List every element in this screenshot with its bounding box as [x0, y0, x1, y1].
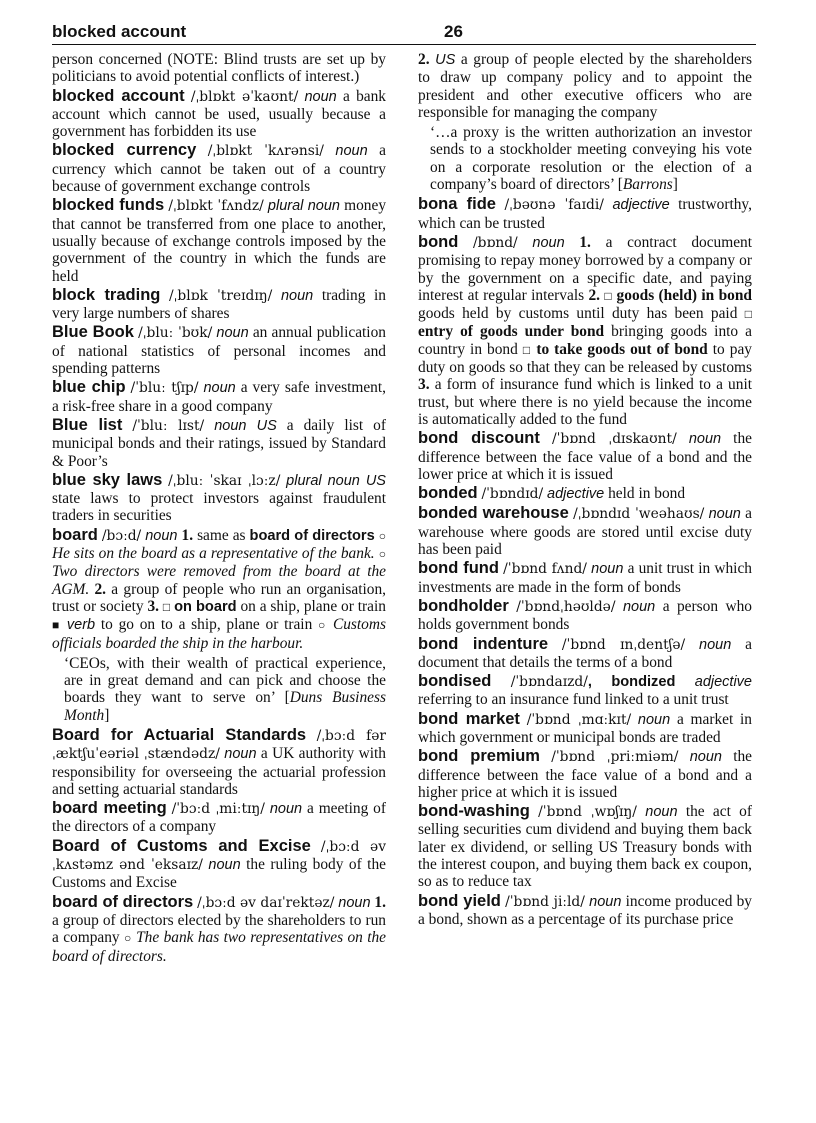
example: Two directors were removed from the board at the AGM. [52, 563, 386, 598]
phrase: to take goods out of bond [536, 340, 708, 358]
part-of-speech: noun [269, 801, 303, 818]
definition: a person who holds government bonds [418, 597, 752, 634]
definition: to go on to a ship, plane or train [100, 616, 313, 634]
entry-board-customs-excise [52, 838, 386, 892]
headword: board meeting [52, 799, 167, 818]
entry-blocked-account [52, 88, 386, 141]
part-of-speech: adjective [612, 197, 670, 214]
definition: the difference between the face value of a bond and the lower price at which it is issued [418, 430, 752, 483]
definition: a contract document promising to repay money borrowed by a company or by the government on a specific date, and paying interest at regular intervals [418, 233, 753, 304]
part-of-speech: noun [208, 857, 241, 874]
pronunciation: /ˈbɒndaɪzd/ [510, 674, 588, 691]
definition: trustworthy, which can be trusted [418, 196, 752, 232]
left-column [52, 51, 386, 965]
definition: a bank account which cannot be used, usually because a government has forbidden its use [52, 87, 386, 141]
pronunciation: /ˌbɔːd əv ˌkʌstəmz ənd ˈeksaɪz/ [52, 838, 386, 874]
definition: a UK authority with responsibility for overseeing the actuarial profession and setting actuarial standards [52, 745, 386, 798]
headword: blocked currency [52, 141, 197, 160]
part-of-speech: noun [280, 287, 314, 304]
part-of-speech: noun [622, 598, 656, 615]
entry-bond-premium [418, 748, 752, 801]
phrase-marker-icon: □ [522, 342, 532, 357]
part-of-speech: noun [688, 431, 722, 448]
entry-board-actuarial-standards [52, 727, 386, 798]
definition: referring to an insurance fund linked to a unit trust [418, 691, 729, 709]
part-of-speech: noun [708, 506, 741, 523]
definition: a group of directors elected by the shareholders to run a company [52, 911, 386, 947]
part-of-speech: adjective [694, 674, 752, 691]
definition: a document that details the terms of a bond [418, 635, 752, 671]
headword: bonded warehouse [418, 504, 569, 523]
pronunciation: /ˌbluː ˈbʊk/ [138, 325, 213, 342]
part-of-speech: noun [224, 746, 257, 763]
running-header [52, 22, 756, 45]
citation-quote: ‘CEOs, with their wealth of practical experience, are in great demand and can pick and choose the boards they want to serve on’ [Duns Business Month] [64, 654, 386, 724]
phrase: goods (held) in bond [616, 286, 752, 304]
entry-board-meeting [52, 800, 386, 836]
pronunciation: /ˌbəʊnə ˈfaɪdi/ [504, 197, 604, 214]
example: He sits on the board as a representative of the bank. [52, 545, 375, 563]
phrase: entry of goods under bond [418, 323, 605, 341]
part-of-speech: plural noun US [286, 472, 386, 489]
entry-bond-yield [418, 893, 752, 929]
headword: Blue list [52, 415, 123, 434]
entry-bond-market [418, 711, 752, 747]
example: The bank has two representatives on the board of directors. [52, 929, 386, 965]
entry-bonded [418, 485, 752, 503]
headword: Board of Customs and Excise [52, 836, 311, 855]
definition: state laws to protect investors against fraudulent traders in securities [52, 490, 386, 525]
definition: money that cannot be transferred from one place to another, usually because of exchange controls imposed by the government of the country in which the funds are held [52, 197, 387, 285]
entry-blocked-funds [52, 197, 386, 284]
sense-number: 2. [418, 51, 430, 68]
part-of-speech: noun [335, 143, 368, 160]
definition: trading in very large numbers of shares [52, 286, 387, 323]
pronunciation: /ˈbɒnd ˌpriːmiəm/ [551, 749, 679, 766]
headword: blue chip [52, 378, 126, 397]
phrase-marker-icon: □ [604, 288, 613, 303]
entry-bond-fund [418, 560, 752, 596]
pronunciation: /ˌblɒk ˈtreɪdɪŋ/ [168, 287, 273, 304]
pronunciation: /ˈbɒndˌhəʊldə/ [516, 598, 616, 615]
phrase: on board [174, 598, 237, 615]
entry-blocked-currency [52, 142, 386, 195]
citation-quote: ‘…a proxy is the written authorization an investor sends to a stockholder meeting conveying his vote on a corporate resolution or the election of a company’s board of directors’ [Barrons] [430, 124, 752, 194]
definition: the act of selling securities cum dividend and buying them back later ex dividend, or selling US Treasury bonds with the interest coupon, and buying them back ex coupon, so as to reduce tax [418, 803, 752, 891]
entry-blue-sky-laws [52, 472, 386, 525]
entry-blue-list [52, 417, 386, 470]
sense-number: 1. [374, 893, 386, 911]
entry-bondised: bondised /ˈbɒndaɪzd/, bondized adjective referring to an insurance fund linked to a unit trust [418, 672, 752, 709]
part-of-speech: noun [637, 711, 671, 728]
citation-source: Duns Business Month [64, 689, 386, 724]
pronunciation: /ˈbluː lɪst/ [132, 417, 205, 434]
part-of-speech: noun [216, 325, 249, 342]
entry-bondholder [418, 598, 752, 634]
definition: a market in which government or municipal bonds are traded [418, 710, 752, 746]
headword: bondholder [418, 596, 509, 615]
definition: a currency which cannot be taken out of a country because of government exchange controls [52, 142, 386, 196]
verb-marker-icon: ■ [52, 618, 62, 633]
citation-source: Barrons [622, 176, 673, 194]
example-marker-icon: ○ [123, 931, 132, 946]
headword: board [52, 525, 98, 544]
headword: bond discount [418, 429, 540, 448]
pronunciation: /ˌbɔːd əv daɪˈrektəz/ [197, 894, 335, 911]
continued-entry: person concerned (NOTE: Blind trusts are set up by politicians to avoid potential conflicts of interest.) [52, 51, 386, 86]
variant-spelling: bondized [611, 674, 676, 691]
part-of-speech: noun [203, 380, 236, 397]
pronunciation: /ˈbɒnd ˌdɪskaʊnt/ [551, 431, 677, 448]
headword: bondised [418, 672, 492, 691]
headword: bona fide [418, 195, 496, 214]
pronunciation: /ˈbɔːd ˌmiːtɪŋ/ [171, 801, 265, 818]
headword: bond yield [418, 891, 501, 910]
pronunciation: /ˌblɒkt ˈkʌrənsi/ [207, 143, 324, 160]
definition: a form of insurance fund which is linked to a unit trust, but where there is no yield because the income is automatically added to the fund [418, 376, 752, 428]
part-of-speech: adjective [547, 486, 605, 503]
pronunciation: /ˈbɒnd fʌnd/ [503, 561, 587, 578]
sense-number: 1. [181, 526, 194, 544]
part-of-speech: noun [699, 636, 732, 653]
cross-reference: board of directors [249, 527, 375, 544]
definition: held in bond [608, 485, 686, 503]
headword: bonded [418, 484, 478, 503]
pronunciation: /ˈbɒnd jiːld/ [505, 893, 585, 910]
phrase-marker-icon: □ [744, 307, 752, 322]
pronunciation: /ˈbluː tʃɪp/ [130, 380, 199, 397]
headword: blocked funds [52, 196, 165, 215]
sense-number: 3. [147, 597, 159, 615]
headword: Blue Book [52, 323, 134, 342]
headword: blue sky laws [52, 470, 163, 489]
part-of-speech: noun [645, 804, 678, 821]
definition: a warehouse where goods are stored until excise duty has been paid [418, 505, 753, 559]
entry-blue-chip [52, 379, 386, 415]
sense-number: 1. [579, 233, 591, 251]
part-of-speech: verb [66, 617, 96, 634]
guide-word: blocked account [52, 22, 187, 41]
pronunciation: /ˈbɒnd ˌmɑːkɪt/ [526, 711, 632, 728]
pronunciation: /ˈbɒnd ɪnˌdentʃə/ [561, 636, 686, 653]
entry-board [52, 527, 386, 724]
definition: bringing goods into a country in bond [418, 323, 752, 358]
pronunciation: /ˌbɒndɪd ˈweəhaʊs/ [573, 506, 705, 523]
definition: a unit trust in which investments are made in the form of bonds [418, 560, 752, 596]
entry-bond [418, 234, 752, 428]
entry-bond-discount [418, 430, 752, 483]
entry-block-trading [52, 287, 386, 323]
definition: the ruling body of the Customs and Excise [52, 856, 386, 892]
definition: a daily list of municipal bonds and their ratings, issued by Standard & Poor’s [52, 416, 386, 470]
example: Customs officials boarded the ship in the harbour. [52, 616, 386, 652]
headword: bond premium [418, 747, 540, 766]
page-number: 26 [444, 22, 463, 41]
pronunciation: /bɒnd/ [473, 234, 518, 251]
example-marker-icon: ○ [318, 618, 328, 633]
pronunciation: /ˌblɒkt ˈfʌndz/ [168, 198, 264, 215]
headword: bond indenture [418, 634, 549, 653]
part-of-speech: noun [304, 88, 337, 105]
headword: board of directors [52, 892, 194, 911]
pronunciation: /bɔːd/ [101, 527, 142, 544]
headword: bond fund [418, 559, 499, 578]
part-of-speech: noun [589, 893, 622, 910]
entry-bona-fide [418, 196, 752, 232]
headword: bond market [418, 709, 520, 728]
entry-bonded-warehouse [418, 505, 752, 558]
definition: income produced by a bond, shown as a percentage of its purchase price [418, 892, 752, 928]
headword: bond-washing [418, 802, 530, 821]
sense-number: 2. [94, 580, 107, 598]
headword: blocked account [52, 86, 185, 105]
pronunciation: /ˌblɒkt əˈkaʊnt/ [190, 88, 299, 105]
definition: goods held by customs until duty has been paid [418, 305, 738, 323]
part-of-speech: noun [532, 234, 565, 251]
right-column [418, 51, 752, 928]
pronunciation: /ˌbɔːd fər ˌæktʃuˈeəriəl ˌstændədz/ [52, 727, 387, 763]
entry-board-of-directors-continued [418, 51, 752, 193]
definition: same as [197, 526, 246, 544]
part-of-speech: noun US [214, 417, 277, 434]
definition: to pay duty on goods so that they can be released by customs [418, 340, 752, 377]
phrase-marker-icon: □ [162, 599, 171, 614]
headword: block trading [52, 285, 161, 304]
sense-number: 3. [418, 376, 430, 394]
definition: on a ship, plane or train [240, 597, 386, 615]
example-marker-icon: ○ [378, 528, 386, 543]
definition: the difference between the face value of a bond and a higher price at which it is issued [418, 748, 753, 801]
headword: Board for Actuarial Standards [52, 725, 307, 744]
definition: an annual publication of national statistics of personal incomes and spending patterns [52, 324, 386, 378]
entry-bond-indenture [418, 636, 752, 672]
definition: a meeting of the directors of a company [52, 800, 386, 836]
part-of-speech: noun [338, 894, 371, 911]
entry-bond-washing [418, 803, 752, 890]
part-of-speech: noun [145, 527, 178, 544]
pronunciation: /ˌbluː ˈskaɪ ˌlɔːz/ [168, 472, 281, 489]
part-of-speech: plural noun [267, 198, 340, 215]
definition: a group of people who run an organisation, trust or society [52, 580, 386, 615]
part-of-speech: noun [689, 749, 722, 766]
sense-number: 2. [588, 286, 601, 304]
pronunciation: /ˈbɒnd ˌwɒʃɪŋ/ [538, 804, 637, 821]
entry-blue-book [52, 324, 386, 377]
headword: bond [418, 232, 459, 251]
pronunciation: /ˈbɒndɪd/ [481, 486, 544, 503]
entry-board-of-directors [52, 894, 386, 965]
definition: a group of people elected by the shareholders to draw up company policy and to appoint the president and other executive officers who are responsible for managing the company [418, 51, 752, 121]
part-of-speech: noun [591, 561, 624, 578]
definition: a very safe investment, a risk-free share in a good company [52, 379, 386, 415]
example-marker-icon: ○ [378, 547, 386, 562]
usage-label: US [435, 52, 456, 68]
